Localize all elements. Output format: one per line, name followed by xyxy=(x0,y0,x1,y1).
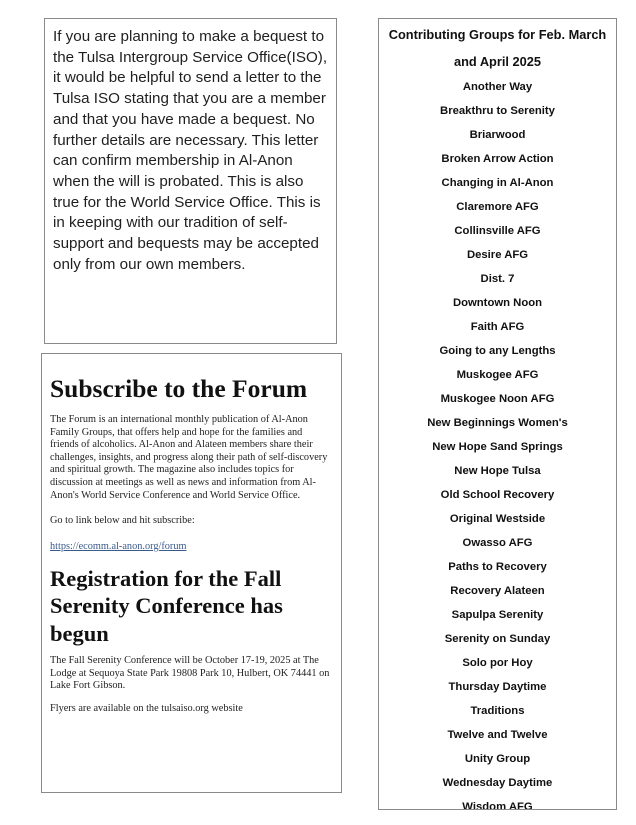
forum-conference-box xyxy=(41,353,342,793)
group-list-item: Faith AFG xyxy=(470,321,525,333)
group-list-item: Original Westside xyxy=(449,513,546,525)
group-list-item: Desire AFG xyxy=(466,249,529,261)
forum-instruction: Go to link below and hit subscribe: xyxy=(50,515,195,527)
group-list-item: Claremore AFG xyxy=(456,201,539,213)
group-list-item: Unity Group xyxy=(464,753,531,765)
group-list-item: Muskogee Noon AFG xyxy=(440,393,555,405)
group-list-item: Owasso AFG xyxy=(462,537,533,549)
group-list-item: Broken Arrow Action xyxy=(441,153,554,165)
contributing-groups-list xyxy=(379,75,616,810)
group-list-item: New Hope Tulsa xyxy=(454,465,541,477)
group-list-item: Old School Recovery xyxy=(440,489,555,501)
contributing-groups-box xyxy=(378,18,617,810)
bequest-notice-box xyxy=(44,18,337,344)
group-list-item: Solo por Hoy xyxy=(462,657,533,669)
group-list-item: New Hope Sand Springs xyxy=(432,441,563,453)
group-list-item: Paths to Recovery xyxy=(448,561,547,573)
forum-description: The Forum is an international monthly publication of Al-Anon Family Groups, that offers help and hope for the families and friends of alcoholics. Al-Anon and Alateen members share their challenges, insights, and progress along their path of self-discovery and spiritual growth. The magazine also includes topics for discussion at meetings as well as news and information from Al-Anon's World Service Conference and World Service Office. xyxy=(50,414,328,501)
group-list-item: Changing in Al-Anon xyxy=(441,177,554,189)
bequest-notice-text: If you are planning to make a bequest to the Tulsa Intergroup Service Office(ISO), it would be helpful to send a letter to the Tulsa ISO stating that you are a member and that you have made a bequest. No further details are necessary. This letter can confirm membership in Al-Anon when the will is probated. This is also true for the World Service Office. This is in keeping with our tradition of self-support and bequests may be accepted only from our own members. xyxy=(53,28,328,273)
contributing-groups-title: Contributing Groups for Feb. March and April 2025 xyxy=(388,27,607,69)
conference-flyer-note: Flyers are available on the tulsaiso.org website xyxy=(50,703,243,715)
group-list-item: Serenity on Sunday xyxy=(444,633,551,645)
group-list-item: Sapulpa Serenity xyxy=(451,609,544,621)
group-list-item: Going to any Lengths xyxy=(439,345,556,357)
group-list-item: Breakthru to Serenity xyxy=(440,105,555,117)
group-list-item: Dist. 7 xyxy=(480,273,515,285)
group-list-item: Recovery Alateen xyxy=(450,585,545,597)
group-list-item: New Beginnings Women's xyxy=(427,417,568,429)
group-list-item: Another Way xyxy=(462,81,533,93)
group-list-item: Wisdom AFG xyxy=(462,801,533,810)
group-list-item: Wednesday Daytime xyxy=(442,777,553,789)
group-list-item: Muskogee AFG xyxy=(456,369,539,381)
group-list-item: Downtown Noon xyxy=(452,297,543,309)
forum-subscribe-link[interactable]: https://ecomm.al-anon.org/forum xyxy=(50,540,187,552)
forum-heading: Subscribe to the Forum xyxy=(50,374,308,403)
group-list-item: Briarwood xyxy=(469,129,526,141)
group-list-item: Twelve and Twelve xyxy=(447,729,548,741)
group-list-item: Collinsville AFG xyxy=(454,225,541,237)
conference-heading: Registration for the Fall Serenity Conference has begun xyxy=(50,565,283,646)
group-list-item: Traditions xyxy=(470,705,525,717)
group-list-item: Thursday Daytime xyxy=(448,681,547,693)
conference-details: The Fall Serenity Conference will be October 17-19, 2025 at The Lodge at Sequoya State Park 19808 Park 10, Hulbert, OK 74441 on Lake Fort Gibson. xyxy=(50,655,330,692)
